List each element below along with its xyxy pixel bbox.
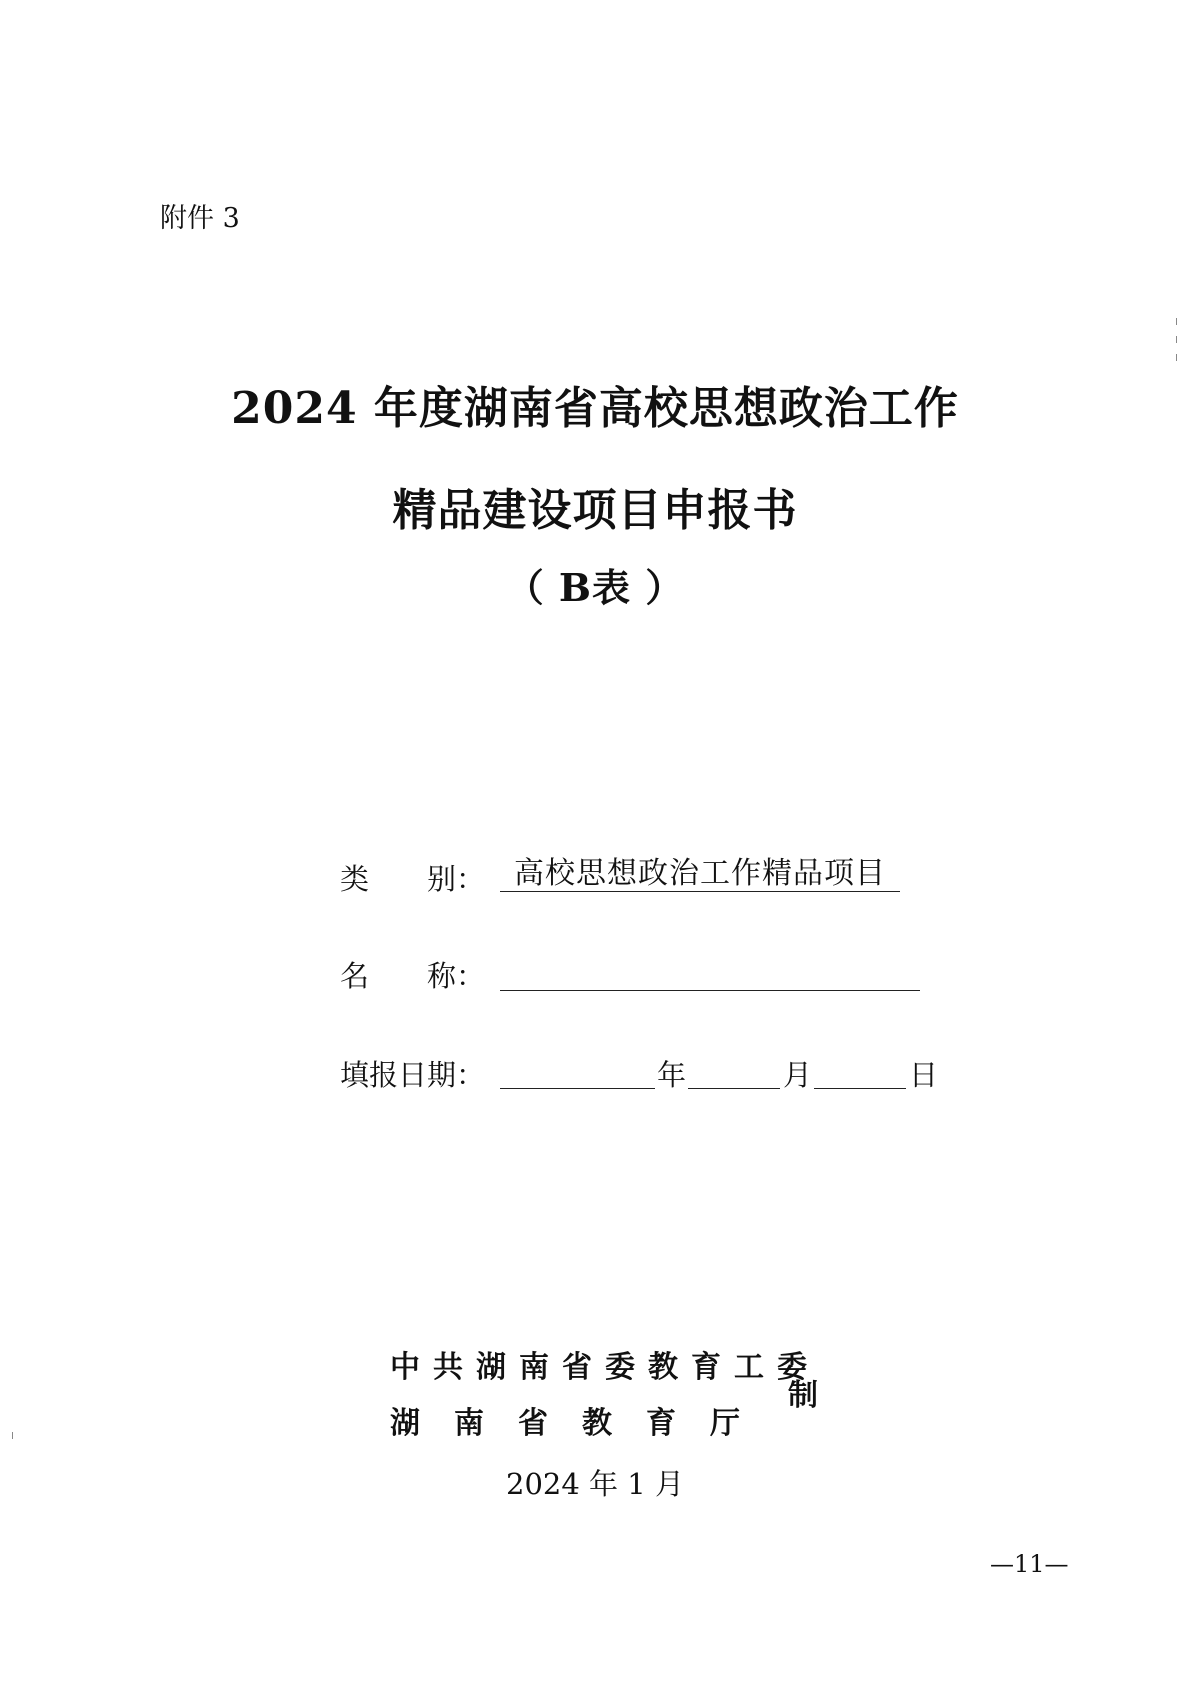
scan-margin-mark [1176,336,1177,343]
issuer-suffix: 制 [788,1378,818,1413]
issue-date: 2024 年 1 月 [506,1467,684,1501]
date-month-unit: 月 [783,1058,813,1092]
date-year-unit: 年 [657,1058,687,1092]
date-day-field[interactable] [814,1088,906,1089]
category-field[interactable]: 高校思想政治工作精品项目 [500,857,900,892]
document-title-line-2: 精品建设项目申报书 [392,485,798,536]
scan-margin-mark [1176,318,1177,325]
date-year-field[interactable] [500,1088,655,1089]
attachment-label: 附件 3 [160,203,240,234]
document-title-line-1: 2024 年度湖南省高校思想政治工作 [231,383,959,434]
fill-date-label: 填报日期： [340,1058,486,1092]
scan-margin-mark [12,1432,13,1439]
date-day-unit: 日 [909,1058,939,1092]
name-label: 名 称： [340,959,486,993]
scan-margin-mark [1176,354,1177,361]
date-month-field[interactable] [688,1088,780,1089]
document-title-form-type: （ B表 ） [505,565,685,610]
issuer-org-1: 中共湖南省委教育工委 [390,1350,820,1385]
issuer-org-2: 湖南省教育厅 [390,1406,774,1441]
category-label: 类 别： [340,862,486,896]
name-field[interactable] [500,990,920,991]
page-number: —11— [990,1550,1069,1578]
